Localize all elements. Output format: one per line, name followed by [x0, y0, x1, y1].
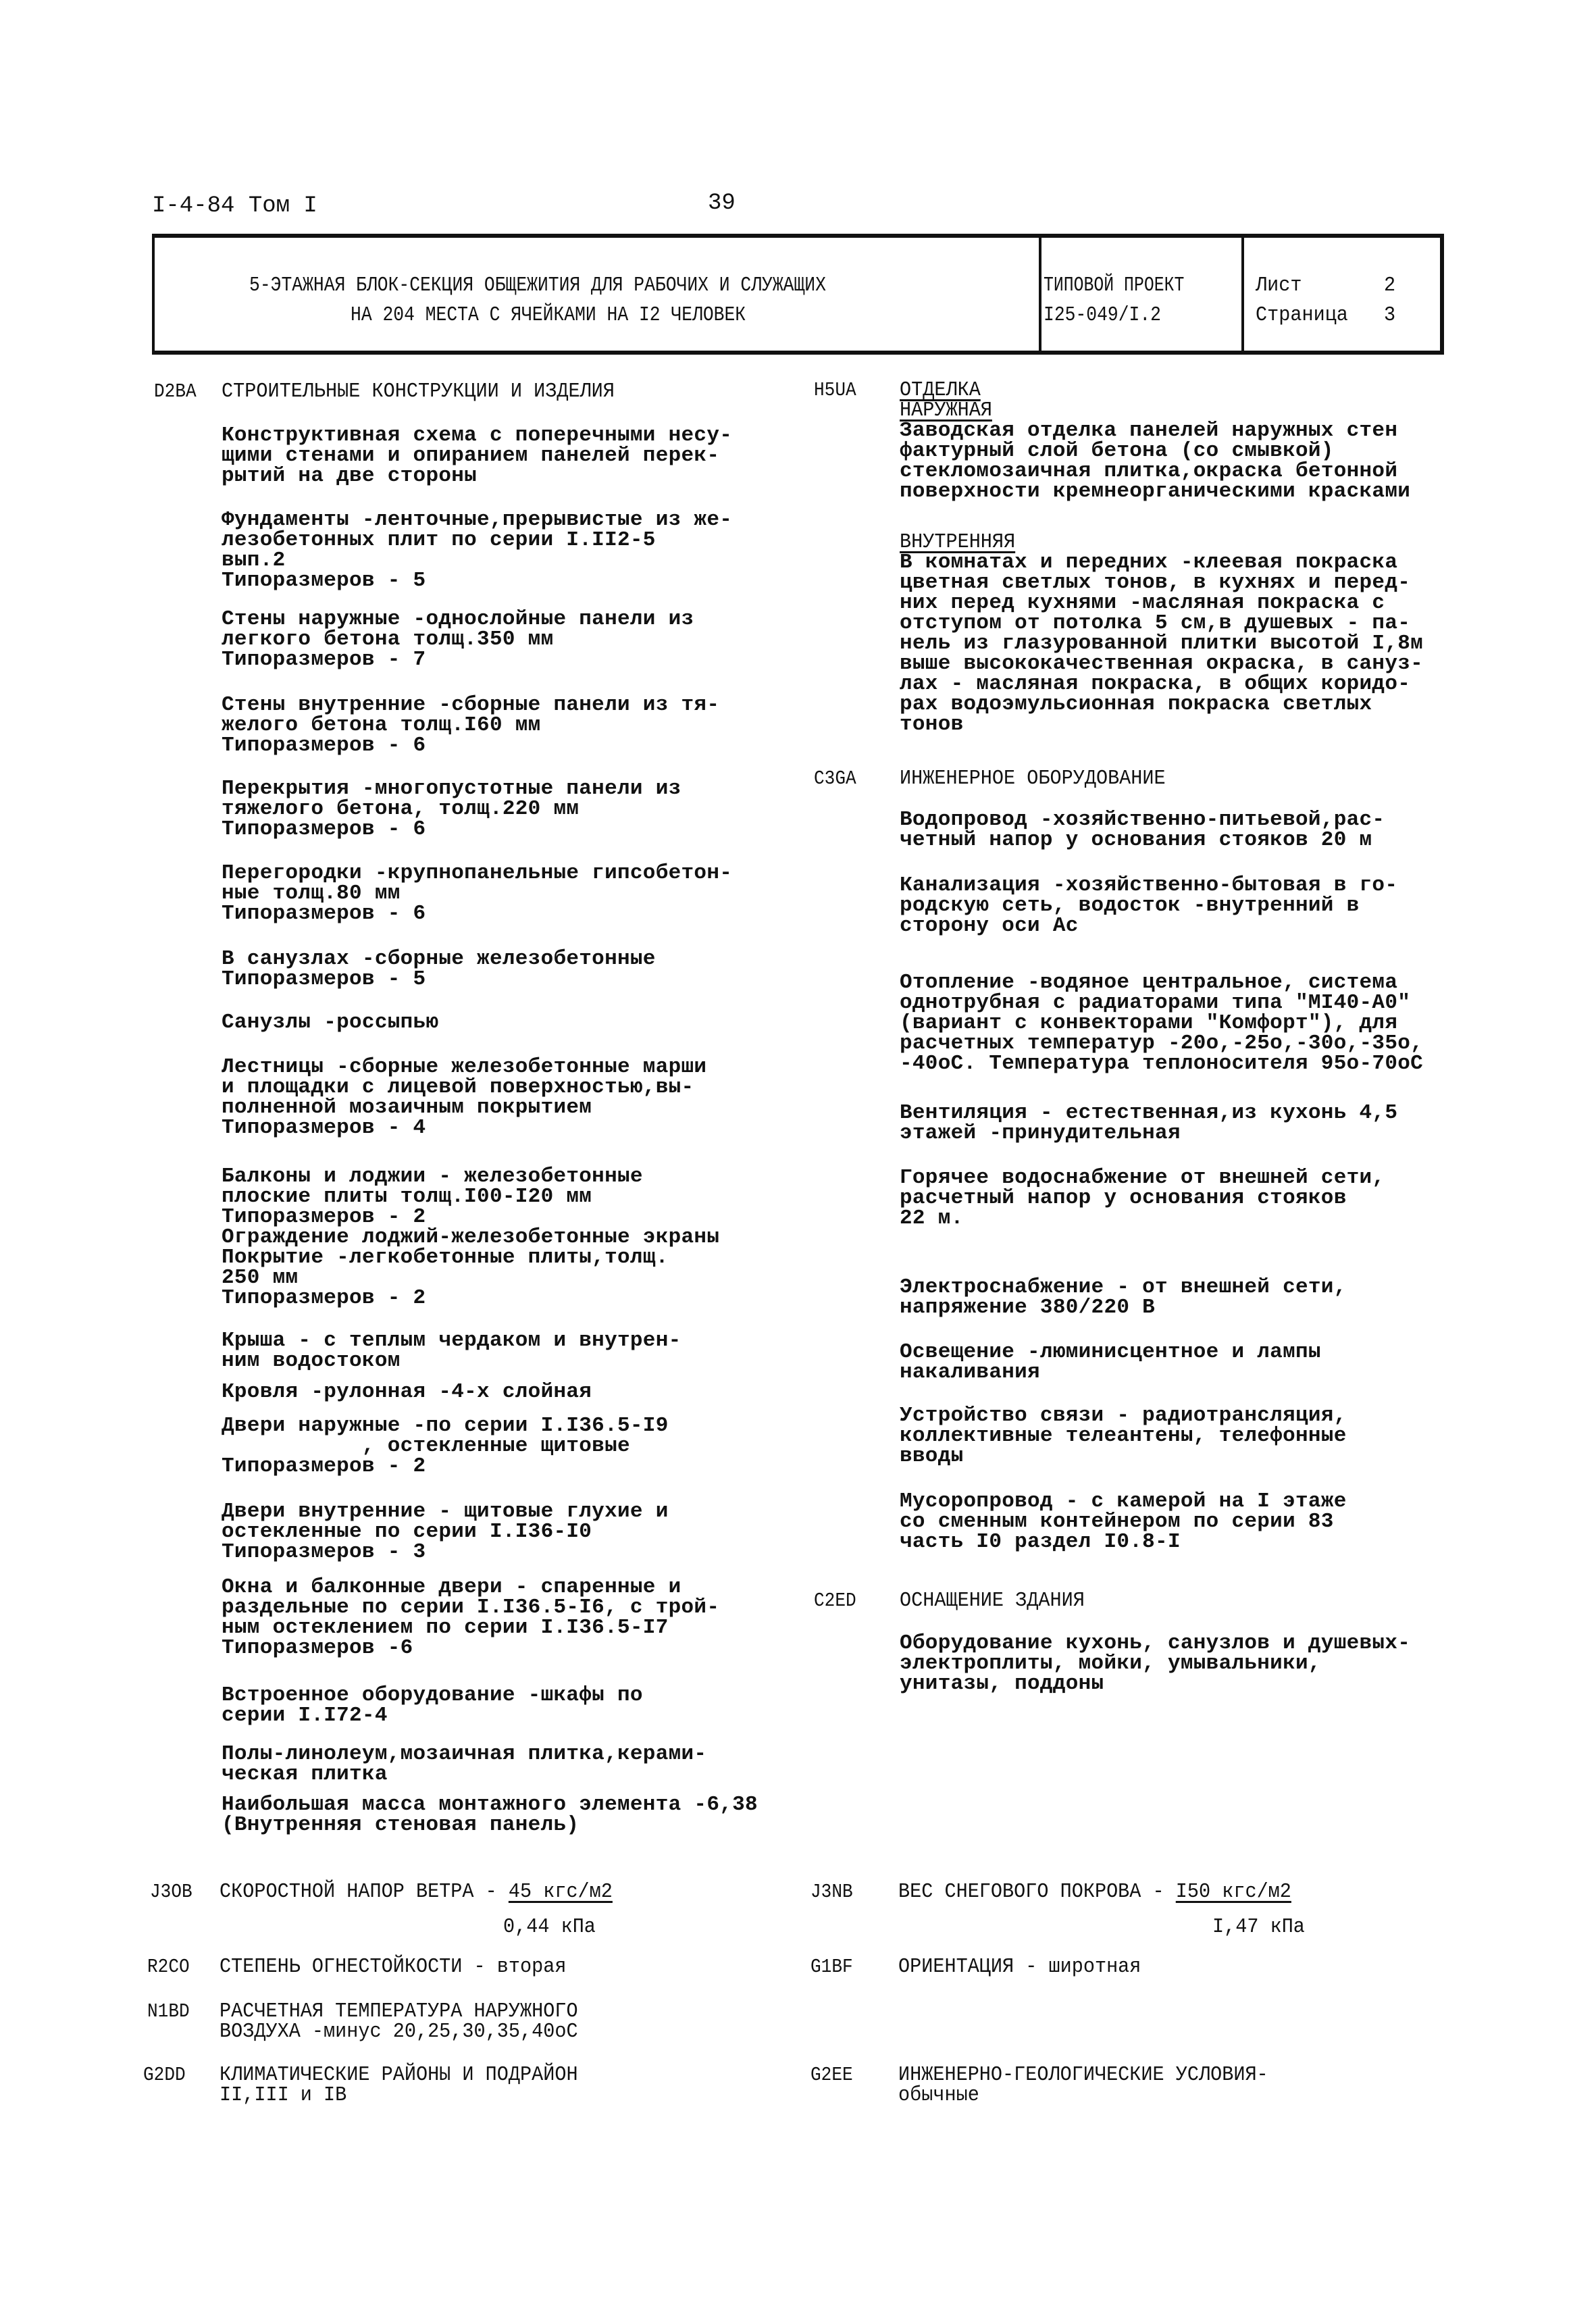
spec-item: Перегородки -крупнопанельные гипсобетон- ные толщ.80 мм Типоразмеров - 6 — [222, 861, 733, 925]
volume-label: I-4-84 Том I — [152, 193, 317, 219]
param-code: J3NB — [810, 1881, 853, 1903]
section-heading: ОТДЕЛКА — [900, 378, 981, 402]
page-label: Страница — [1256, 303, 1348, 327]
document-title-line2: НА 204 МЕСТА С ЯЧЕЙКАМИ НА I2 ЧЕЛОВЕК — [351, 303, 746, 327]
outdoor-temperature: РАСЧЕТНАЯ ТЕМПЕРАТУРА НАРУЖНОГО ВОЗДУХА -минус 20,25,30,35,40оС — [220, 2000, 578, 2043]
param-label: СКОРОСТНОЙ НАПОР ВЕТРА - — [220, 1880, 509, 1904]
wind-pressure — [220, 1882, 613, 1902]
snow-load — [898, 1882, 1291, 1902]
spec-item: Встроенное оборудование -шкафы по серии I.I72-4 — [222, 1683, 643, 1727]
spec-item: Санузлы -россыпью — [222, 1011, 439, 1034]
param-label: ВЕС СНЕГОВОГО ПОКРОВА - — [898, 1880, 1176, 1904]
spec-item: Стены внутренние -сборные панели из тя- желого бетона толщ.I60 мм Типоразмеров - 6 — [222, 693, 720, 757]
spec-item: Отопление -водяное центральное, система однотрубная с радиаторами типа "МI40-А0" (вариант с конвекторами "Комфорт"), для расчетных температур -20о,-25о,-30о,-35о, -40оС. Температура теплоносителя 95о-70оС — [900, 971, 1424, 1075]
spec-item: Двери внутренние - щитовые глухие и остекленные по серии I.I36-I0 Типоразмеров - 3 — [222, 1500, 669, 1564]
orientation: ОРИЕНТАЦИЯ - широтная — [898, 1955, 1141, 1979]
spec-item: Стены наружные -однослойные панели из легкого бетона толщ.350 мм Типоразмеров - 7 — [222, 607, 694, 671]
project-label: ТИПОВОЙ ПРОЕКТ — [1044, 274, 1185, 297]
spec-item: Мусоропровод - с камерой на I этаже со сменным контейнером по серии 83 часть I0 раздел I0.8-I — [900, 1490, 1347, 1554]
page-value: 3 — [1384, 303, 1396, 327]
spec-item: Водопровод -хозяйственно-питьевой,рас- четный напор у основания стояков 20 м — [900, 808, 1385, 852]
spec-item: Окна и балконные двери - спаренные и раздельные по серии I.I36.5-I6, с трой- ным остеклением по серии I.I36.5-I7 Типоразмеров -6 — [222, 1575, 720, 1660]
param-code: G1BF — [810, 1956, 853, 1978]
param-code: G2DD — [143, 2064, 186, 2086]
fire-resistance: СТЕПЕНЬ ОГНЕСТОЙКОСТИ - вторая — [220, 1955, 567, 1979]
param-code: J3OB — [150, 1881, 192, 1903]
subsection-heading: НАРУЖНАЯ — [900, 399, 992, 422]
section-heading: ОСНАЩЕНИЕ ЗДАНИЯ — [900, 1589, 1085, 1612]
param-value-secondary: I,47 кПа — [1212, 1915, 1305, 1939]
spec-item: Двери наружные -по серии I.I36.5-I9 , остекленные щитовые Типоразмеров - 2 — [222, 1414, 669, 1478]
spec-item: Наибольшая масса монтажного элемента -6,38 (Внутренняя стеновая панель) — [222, 1793, 758, 1837]
spec-item: В комнатах и передних -клеевая покраска цветная светлых тонов, в кухнях и перед- них перед кухнями -масляная покраска с отступом от потолка 5 см,в душевых - па- нель из глазурованной плитки высотой I,8м выше высококачественная окраска, в сануз- лах - масляная покраска, в общих коридо- рах водоэмульсионная покраска светлых тонов — [900, 551, 1424, 736]
spec-item: Конструктивная схема с поперечными несу- щими стенами и опиранием панелей перек- рытий на две стороны — [222, 424, 733, 488]
spec-item: Канализация -хозяйственно-бытовая в го- родскую сеть, водосток -внутренний в сторону оси Ас — [900, 873, 1398, 938]
spec-item: Оборудование кухонь, санузлов и душевых- электроплиты, мойки, умывальники, унитазы, поддоны — [900, 1631, 1411, 1696]
spec-item: Лестницы -сборные железобетонные марши и площадки с лицевой поверхностью,вы- полненной мозаичным покрытием Типоразмеров - 4 — [222, 1055, 707, 1140]
param-value: I50 кгс/м2 — [1175, 1880, 1291, 1904]
spec-item: Освещение -люминисцентное и лампы накаливания — [900, 1340, 1321, 1384]
param-code: G2EE — [810, 2064, 853, 2086]
section-heading: СТРОИТЕЛЬНЫЕ КОНСТРУКЦИИ И ИЗДЕЛИЯ — [222, 380, 615, 403]
spec-item: Полы-линолеум,мозаичная плитка,керами- ческая плитка — [222, 1742, 707, 1786]
param-value: 45 кгс/м2 — [508, 1880, 613, 1904]
sheet-label: Лист — [1256, 274, 1302, 297]
project-number: I25-049/I.2 — [1044, 303, 1161, 327]
section-heading: ИНЖЕНЕРНОЕ ОБОРУДОВАНИЕ — [900, 767, 1166, 790]
document-title-line1: 5-ЭТАЖНАЯ БЛОК-СЕКЦИЯ ОБЩЕЖИТИЯ ДЛЯ РАБОЧИХ И СЛУЖАЩИХ — [249, 274, 826, 297]
title-block — [152, 234, 1444, 355]
spec-item: Устройство связи - радиотрансляция, коллективные телеантены, телефонные вводы — [900, 1404, 1347, 1468]
sheet-value: 2 — [1384, 274, 1396, 297]
spec-item: Горячее водоснабжение от внешней сети, расчетный напор у основания стояков 22 м. — [900, 1166, 1385, 1230]
spec-item: Перекрытия -многопустотные панели из тяжелого бетона, толщ.220 мм Типоразмеров - 6 — [222, 777, 681, 841]
param-code: N1BD — [147, 2000, 190, 2023]
section-code: D2BA — [154, 380, 197, 403]
spec-item: В санузлах -сборные железобетонные Типоразмеров - 5 — [222, 947, 656, 991]
spec-item: Электроснабжение - от внешней сети, напряжение 380/220 В — [900, 1275, 1347, 1319]
spec-item: Кровля -рулонная -4-х слойная — [222, 1380, 592, 1404]
param-value-secondary: 0,44 кПа — [503, 1915, 596, 1939]
spec-item: Заводская отделка панелей наружных стен фактурный слой бетона (со смывкой) стекломозаичная плитка,окраска бетонной поверхности кремнеорганическими красками — [900, 419, 1411, 503]
page-number: 39 — [708, 190, 736, 216]
spec-item: Балконы и лоджии - железобетонные плоские плиты толщ.I00-I20 мм Типоразмеров - 2 Ограждение лоджий-железобетонные экраны Покрытие -легкобетонные плиты,толщ. 250 мм Типоразмеров - 2 — [222, 1165, 720, 1310]
spec-item: Крыша - с теплым чердаком и внутрен- ним водостоком — [222, 1329, 681, 1373]
climate-regions: КЛИМАТИЧЕСКИЕ РАЙОНЫ И ПОДРАЙОН II,III и IВ — [220, 2063, 578, 2107]
geology-conditions: ИНЖЕНЕРНО-ГЕОЛОГИЧЕСКИЕ УСЛОВИЯ- обычные — [898, 2063, 1268, 2107]
section-code: C2ED — [814, 1590, 856, 1612]
section-code: C3GA — [814, 767, 856, 790]
subsection-heading: ВНУТРЕННЯЯ — [900, 530, 1016, 554]
spec-item: Вентиляция - естественная,из кухонь 4,5 этажей -принудительная — [900, 1101, 1398, 1145]
spec-item: Фундаменты -ленточные,прерывистые из же- лезобетонных плит по серии I.II2-5 вып.2 Типоразмеров - 5 — [222, 508, 733, 592]
param-code: R2CO — [147, 1956, 190, 1978]
section-code: H5UA — [814, 379, 856, 401]
